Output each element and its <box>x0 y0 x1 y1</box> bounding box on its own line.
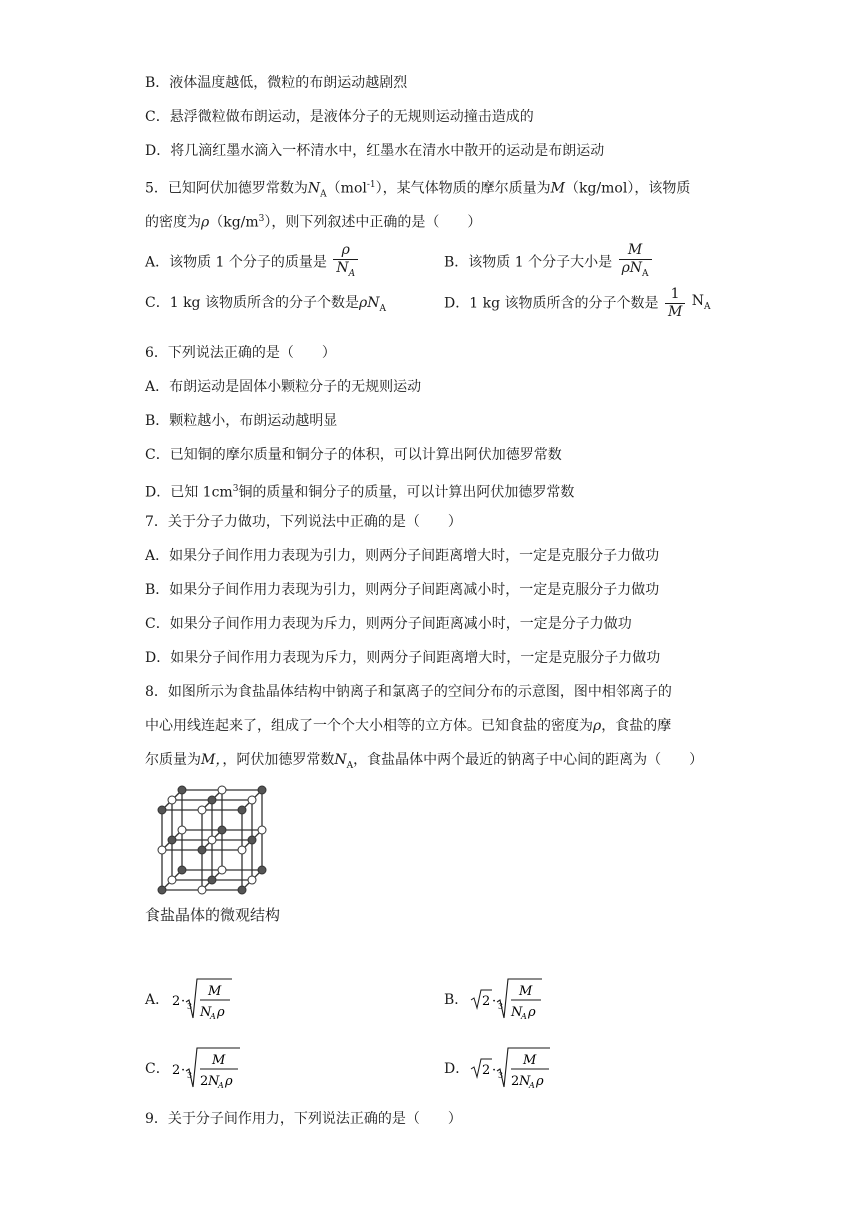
q9-stem: 9．关于分子间作用力，下列说法正确的是（ ） <box>145 1111 462 1127</box>
svg-text:·: · <box>181 994 186 1009</box>
q8-formula-c <box>172 1045 252 1093</box>
svg-text:2: 2 <box>482 1063 491 1078</box>
q7-option-d: D．如果分子间作用力表现为斥力，则两分子间距离增大时，一定是克服分子力做功 <box>145 650 661 666</box>
q4-option-c: C．悬浮微粒做布朗运动，是液体分子的无规则运动撞击造成的 <box>145 109 534 125</box>
svg-text:ρ: ρ <box>225 1074 233 1089</box>
svg-text:A: A <box>210 1012 216 1021</box>
svg-text:ρ: ρ <box>528 1005 536 1020</box>
svg-text:·: · <box>181 1063 186 1078</box>
svg-text:·: · <box>492 994 497 1009</box>
q8-option-c: C． <box>145 1061 170 1077</box>
q7-stem: 7．关于分子力做功，下列说法中正确的是（ ） <box>145 514 462 530</box>
q8-option-b: B． <box>444 992 469 1008</box>
q8-option-a: A． <box>145 992 170 1008</box>
q7-option-c: C．如果分子间作用力表现为斥力，则两分子间距离减小时，一定是分子力做功 <box>145 616 632 632</box>
svg-text:M: M <box>519 984 533 999</box>
svg-text:3: 3 <box>187 1002 193 1011</box>
q7-option-a: A．如果分子间作用力表现为引力，则两分子间距离增大时，一定是克服分子力做功 <box>145 548 660 564</box>
salt-crystal-figure <box>150 780 280 895</box>
q4-option-d: D．将几滴红墨水滴入一杯清水中，红墨水在清水中散开的运动是布朗运动 <box>145 143 605 159</box>
q6-option-c: C．已知铜的摩尔质量和铜分子的体积，可以计算出阿伏加德罗常数 <box>145 447 562 463</box>
svg-text:2: 2 <box>200 1074 209 1089</box>
q5-stem-line1: 5．已知阿伏加德罗常数为$N_A(mol^{-1})$，某气体物质的摩尔质量为M（kg/mol），该物质 <box>145 180 691 200</box>
svg-text:2: 2 <box>172 994 181 1009</box>
q5-option-c: C．1 kg 该物质所含的分子个数是$\rho N_A$ <box>145 295 386 314</box>
q6-option-d: D．已知 $1cm^3$铜的质量和铜分子的质量，可以计算出阿伏加德罗常数 <box>145 484 575 501</box>
q4-option-b: B．液体温度越低，微粒的布朗运动越剧烈 <box>145 75 408 91</box>
svg-text:N: N <box>511 1005 523 1020</box>
svg-text:M: M <box>212 1053 226 1068</box>
svg-text:3: 3 <box>498 1002 504 1011</box>
svg-text:2: 2 <box>172 1063 181 1078</box>
svg-text:A: A <box>529 1081 535 1090</box>
q5-stem-line2: 的密度为$\rho(kg/m^3)$，则下列叙述中正确的是（ ） <box>145 214 482 231</box>
svg-text:N: N <box>208 1074 220 1089</box>
figure-caption: 食盐晶体的微观结构 <box>145 906 281 924</box>
svg-text:ρ: ρ <box>536 1074 544 1089</box>
q5-option-d: D．1 kg 该物质所含的分子个数是 $\frac{1}{M}$ $N_A$ <box>444 286 711 320</box>
q8-formula-b <box>470 976 560 1024</box>
svg-text:A: A <box>521 1012 527 1021</box>
svg-text:M: M <box>523 1053 537 1068</box>
q8-option-d: D． <box>444 1061 470 1077</box>
q8-formula-a <box>172 976 252 1024</box>
svg-text:2: 2 <box>482 994 491 1009</box>
q8-stem-line2: 中心用线连起来了，组成了一个个大小相等的立方体。已知食盐的密度为ρ，食盐的摩 <box>145 718 672 734</box>
q5-option-a: A．该物质 1 个分子的质量是 $\frac{\rho}{N_A}$ <box>145 242 360 283</box>
q6-option-a: A．布朗运动是固体小颗粒分子的无规则运动 <box>145 379 422 395</box>
svg-text:·: · <box>492 1063 497 1078</box>
svg-text:3: 3 <box>498 1071 504 1080</box>
svg-text:N: N <box>519 1074 531 1089</box>
q5-option-b: B．该物质 1 个分子大小是 $\frac{M}{\rho N_A}$ <box>444 242 654 283</box>
svg-text:ρ: ρ <box>217 1005 225 1020</box>
svg-text:A: A <box>218 1081 224 1090</box>
q7-option-b: B．如果分子间作用力表现为引力，则两分子间距离减小时，一定是克服分子力做功 <box>145 582 660 598</box>
svg-text:N: N <box>200 1005 212 1020</box>
svg-text:3: 3 <box>187 1071 193 1080</box>
svg-text:M: M <box>208 984 222 999</box>
q6-stem: 6．下列说法正确的是（ ） <box>145 345 336 361</box>
q8-stem-line3: 尔质量为M，，阿伏加德罗常数$N_A$，食盐晶体中两个最近的钠离子中心间的距离为（ ） <box>145 752 704 771</box>
q8-stem-line1: 8．如图所示为食盐晶体结构中钠离子和氯离子的空间分布的示意图，图中相邻离子的 <box>145 684 672 700</box>
q8-formula-d <box>470 1045 560 1093</box>
q6-option-b: B．颗粒越小，布朗运动越明显 <box>145 413 338 429</box>
svg-text:2: 2 <box>511 1074 520 1089</box>
